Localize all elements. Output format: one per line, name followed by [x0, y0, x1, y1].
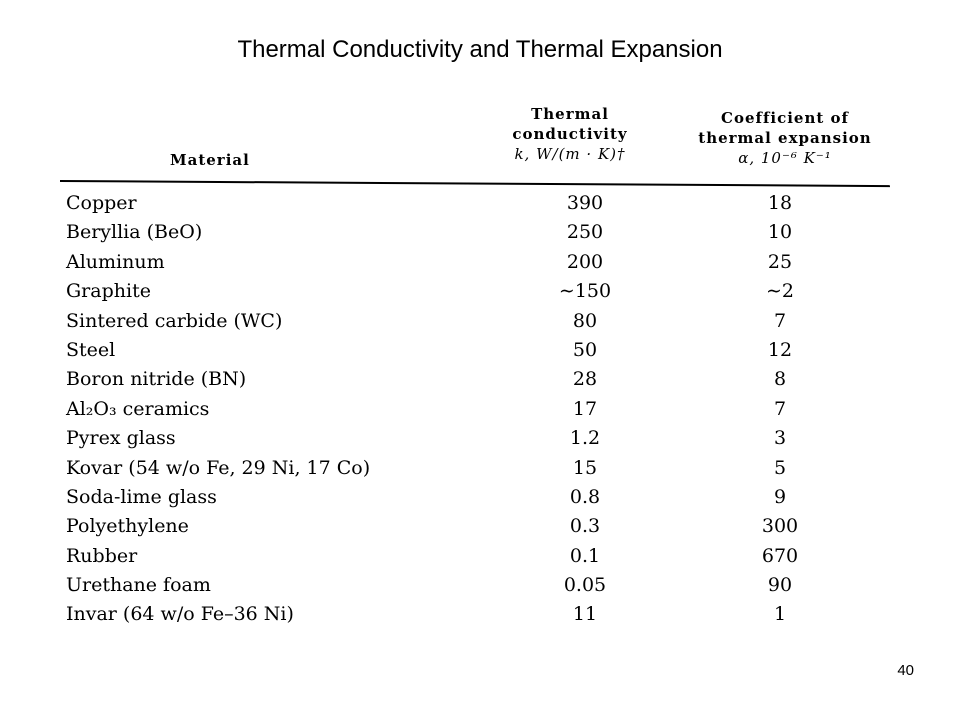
properties-table	[60, 96, 890, 656]
material-cell: Soda-lime glass	[66, 485, 217, 508]
expansion-cell: 18	[767, 192, 793, 214]
table-row	[60, 192, 890, 221]
header-a-line1: Coefficient of	[721, 109, 849, 127]
material-cell: Graphite	[66, 280, 151, 303]
material-cell: Kovar (54 w/o Fe, 29 Ni, 17 Co)	[66, 456, 371, 479]
table-row	[60, 310, 890, 339]
table-row	[60, 251, 890, 280]
conductivity-cell: 200	[566, 250, 604, 273]
table-row	[60, 603, 890, 632]
material-cell: Invar (64 w/o Fe–36 Ni)	[66, 603, 294, 626]
expansion-cell: 7	[773, 397, 787, 420]
conductivity-cell: 17	[572, 397, 598, 420]
table-row	[60, 427, 890, 456]
conductivity-cell: 250	[566, 221, 604, 244]
table-row	[60, 515, 890, 544]
table-row	[60, 486, 890, 515]
table-row	[60, 574, 890, 603]
header-material: Material	[170, 151, 250, 169]
header-divider	[60, 180, 890, 187]
table-body	[60, 192, 890, 633]
header-k-line3: k, W/(m · K)†	[514, 145, 626, 163]
conductivity-cell: 0.8	[569, 485, 601, 508]
table-row	[60, 221, 890, 250]
table-row	[60, 280, 890, 309]
expansion-cell: 300	[761, 515, 799, 538]
table-row	[60, 545, 890, 574]
expansion-cell: 12	[767, 338, 793, 361]
conductivity-cell: 1.2	[569, 427, 601, 450]
expansion-cell: 90	[767, 574, 793, 597]
conductivity-cell: 0.3	[569, 515, 601, 538]
material-cell: Aluminum	[66, 250, 165, 273]
conductivity-cell: ∼150	[558, 280, 612, 303]
expansion-cell: 9	[773, 485, 787, 508]
material-cell: Urethane foam	[66, 574, 211, 597]
page-number: 40	[897, 662, 914, 679]
expansion-cell: 7	[773, 309, 787, 332]
expansion-cell: 10	[767, 221, 793, 244]
conductivity-cell: 28	[572, 368, 598, 391]
expansion-cell: 25	[767, 250, 793, 273]
material-cell: Steel	[66, 338, 116, 361]
header-a-line3: α, 10⁻⁶ K⁻¹	[738, 149, 832, 167]
conductivity-cell: 390	[566, 192, 604, 214]
conductivity-cell: 15	[572, 456, 598, 479]
material-cell: Boron nitride (BN)	[66, 368, 247, 391]
table-row	[60, 457, 890, 486]
table-row	[60, 339, 890, 368]
header-a-line2: thermal expansion	[698, 129, 872, 147]
conductivity-cell: 0.05	[563, 574, 607, 597]
header-thermal-conductivity	[485, 104, 655, 164]
material-cell: Pyrex glass	[66, 427, 176, 450]
material-cell: Beryllia (BeO)	[66, 221, 203, 244]
conductivity-cell: 0.1	[569, 544, 601, 567]
header-k-line2: conductivity	[512, 125, 628, 143]
expansion-cell: 8	[773, 368, 787, 391]
expansion-cell: 670	[761, 544, 799, 567]
conductivity-cell: 11	[572, 603, 598, 626]
table-row	[60, 398, 890, 427]
material-cell: Polyethylene	[66, 515, 189, 538]
table-row	[60, 368, 890, 397]
header-k-line1: Thermal	[531, 105, 609, 123]
expansion-cell: 3	[773, 427, 787, 450]
conductivity-cell: 50	[572, 338, 598, 361]
slide-title: Thermal Conductivity and Thermal Expansion	[237, 36, 723, 63]
material-cell: Sintered carbide (WC)	[66, 309, 283, 332]
expansion-cell: 5	[773, 456, 787, 479]
material-cell: Rubber	[66, 544, 138, 567]
conductivity-cell: 80	[572, 309, 598, 332]
expansion-cell: 1	[773, 603, 787, 626]
material-cell: Copper	[66, 192, 137, 214]
expansion-cell: ∼2	[765, 280, 794, 303]
material-cell: Al₂O₃ ceramics	[66, 397, 210, 420]
header-thermal-expansion	[680, 108, 890, 168]
